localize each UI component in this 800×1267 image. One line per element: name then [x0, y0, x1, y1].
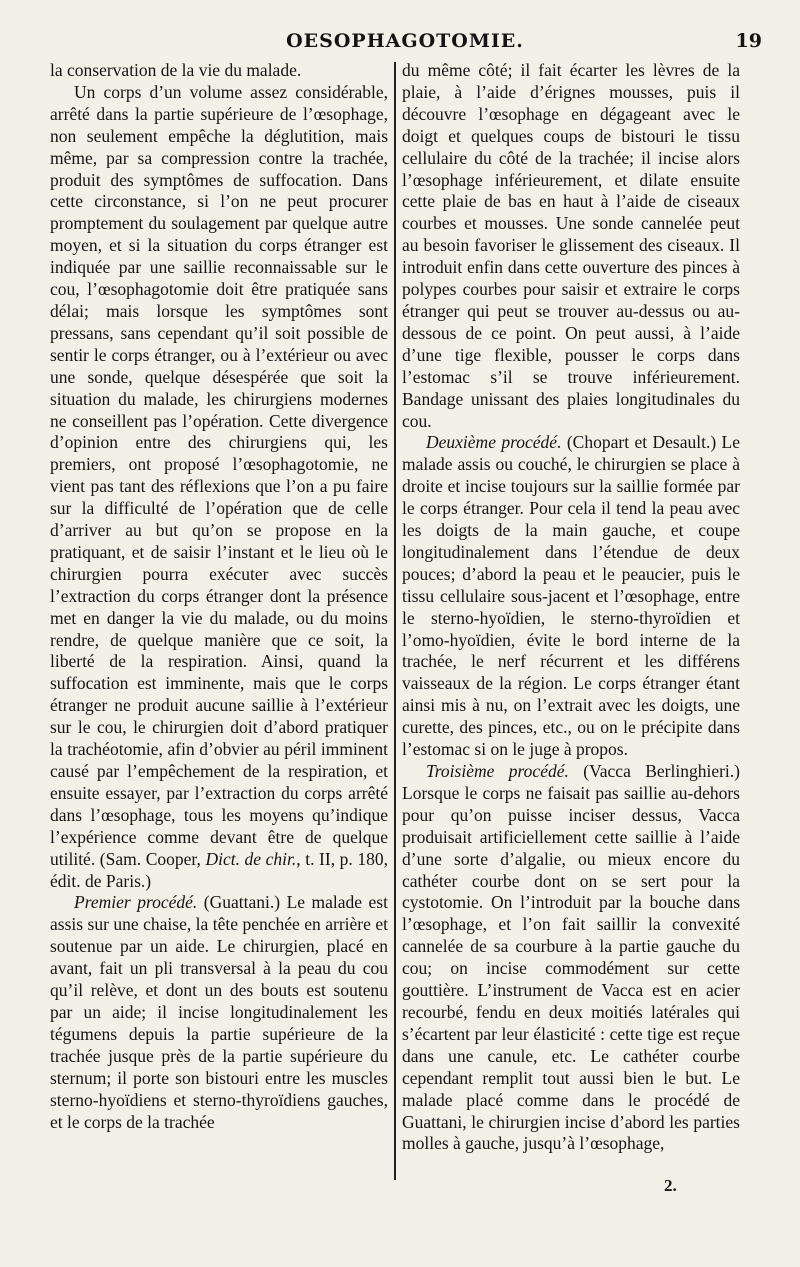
page-number: 19 — [735, 30, 762, 52]
paragraph — [50, 892, 388, 1133]
section-heading: Deuxième procédé. — [426, 432, 562, 453]
running-title: OESOPHAGOTOMIE. — [286, 30, 524, 52]
citation-author: (Sam. Cooper, — [99, 848, 206, 869]
paragraph-text: (Vacca Berlinghieri.) Lorsque le corps ne faisait pas saillie au-dehors pour qu’on puisse inciser dessus, Vacca produisait artificiellement cette saillie à l’aide d’une sorte d’algalie, ou mieux encore du cathéter courbe dont on se sert pour la cystotomie. On l’introduit par la bouche dans l’œsophage, et l’on fait saillir la convexité cannelée de sa courbure à la partie gauche du cou; on incise commodément sur cette gouttière. L’instrument de Vacca est en acier recourbé, fendu en deux moitiés latérales qui s’écartent par leur élasticité : cette tige est reçue dans une canule, etc. Le cathéter courbe cependant remplit tout aussi bien le but. Le malade placé comme dans le procédé de Guattani, le chirurgien incise d’abord les parties molles à gauche, jusqu’à l’œsophage, — [402, 761, 740, 1154]
signature-mark: 2. — [664, 1176, 677, 1195]
paragraph — [402, 432, 740, 761]
section-heading: Troisième procédé. — [426, 761, 569, 781]
paragraph: la conservation de la vie du malade. — [50, 60, 302, 80]
running-head — [48, 30, 762, 58]
paragraph — [402, 761, 740, 1155]
paragraph — [50, 82, 388, 893]
section-heading: Premier procédé. — [74, 892, 198, 913]
right-column — [402, 60, 740, 1155]
citation-title: Dict. de chir. — [205, 848, 297, 869]
left-column — [50, 60, 388, 1133]
paragraph-text: (Chopart et Desault.) Le malade assis ou couché, le chirurgien se place à droite et incise toujours sur la saillie formée par le corps étranger. Pour cela il tend la peau avec les doigts de la main gauche, et coupe longitudinalement dans l’étendue de deux pouces; d’abord la peau et le peaucier, puis le tissu cellulaire sous-jacent et l’œsophage, entre le sterno-hyoïdien, le sterno-thyroïdien et l’omo-hyoïdien, évite le bord interne de la trachée, le nerf récurrent et les différens vaisseaux de la région. Le corps étranger étant ainsi mis à nu, on l’extrait avec les doigts, une curette, des pinces, etc., ou on le précipite dans l’estomac si on le juge à propos. — [402, 432, 741, 760]
paragraph: du même côté; il fait écarter les lèvres de la plaie, à l’aide d’érignes mousses, puis il découvre l’œsophage en dégageant avec le doigt et quelques coups de bistouri le tissu cellulaire du côté de la trachée; il incise alors l’œsophage inférieurement, et dilate ensuite cette plaie de bas en haut à l’aide de ciseaux courbes et mousses. Une sonde cannelée peut au besoin favoriser le glissement des ciseaux. Il introduit enfin dans cette ouverture des pinces à polypes courbes pour saisir et extraire le corps étranger qui peut se trouver au-dessus ou au-dessous de ce point. On peut aussi, à l’aide d’une tige flexible, pousser le corps dans l’estomac s’il se trouve inférieurement. Bandage unissant des plaies longitudinales du cou. — [402, 60, 740, 431]
citation-ref: , t. II, p. 180, édit. de Paris.) — [50, 848, 388, 891]
paragraph-text: Un corps d’un volume assez considérable, arrêté dans la partie supérieure de l’œsophage, non seulement empêche la déglutition, mais même, par sa compression contre la trachée, produit des symptômes de suffocation. Dans cette circonstance, si l’on ne peut procurer promptement du soulagement par quelque autre moyen, et si la situation du corps étranger est indiquée par une saillie reconnaissable sur le cou, l’œsophagotomie doit être pratiquée sans délai; mais lorsque les symptômes sont pressans, sans cependant qu’il soit possible de sentir le corps étranger, ou à l’extérieur ou avec une sonde, quelque désespérée que soit la situation du malade, les chirurgiens modernes ne conseillent pas l’opération. Cette divergence d’opinion entre des chirurgiens qui, les premiers, ont proposé l’œsophagotomie, ne vient pas tant des réflexions que l’on a pu faire sur la difficulté de l’opération que de celle d’arriver au but qu’on se propose en la pratiquant, et de saisir l’instant et le lieu où le chirurgien pourra exécuter avec succès l’extraction du corps étranger dont la présence met en danger la vie du malade, ou du moins rendre, de quelque manière que ce soit, la liberté de la respiration. Ainsi, quand la suffocation est imminente, mais que le corps étranger ne produit aucune saillie à l’extérieur sur le cou, le chirurgien doit d’abord pratiquer la trachéotomie, afin d’obvier au péril imminent causé par l’empêchement de la respiration, et ensuite essayer, par l’extraction du corps arrêté dans l’œsophage, tous les moyens qu’indique l’expérience comme devant être de quelque utilité. — [50, 81, 388, 869]
citation — [50, 849, 388, 891]
paragraph-text: (Guattani.) Le malade est assis sur une chaise, la tête penchée en arrière et soutenue par un aide. Le chirurgien, placé en avant, fait un pli transversal à la peau du cou qu’il relève, et dont un des bouts est soutenu par un aide; il incise longitudinalement les tégumens depuis la partie supérieure de la trachée jusque près de la partie supérieure du sternum; il porte son bistouri entre les muscles sterno-hyoïdiens et sterno-thyroïdiens gauches, et le corps de la trachée — [50, 892, 388, 1132]
column-divider — [394, 62, 396, 1180]
